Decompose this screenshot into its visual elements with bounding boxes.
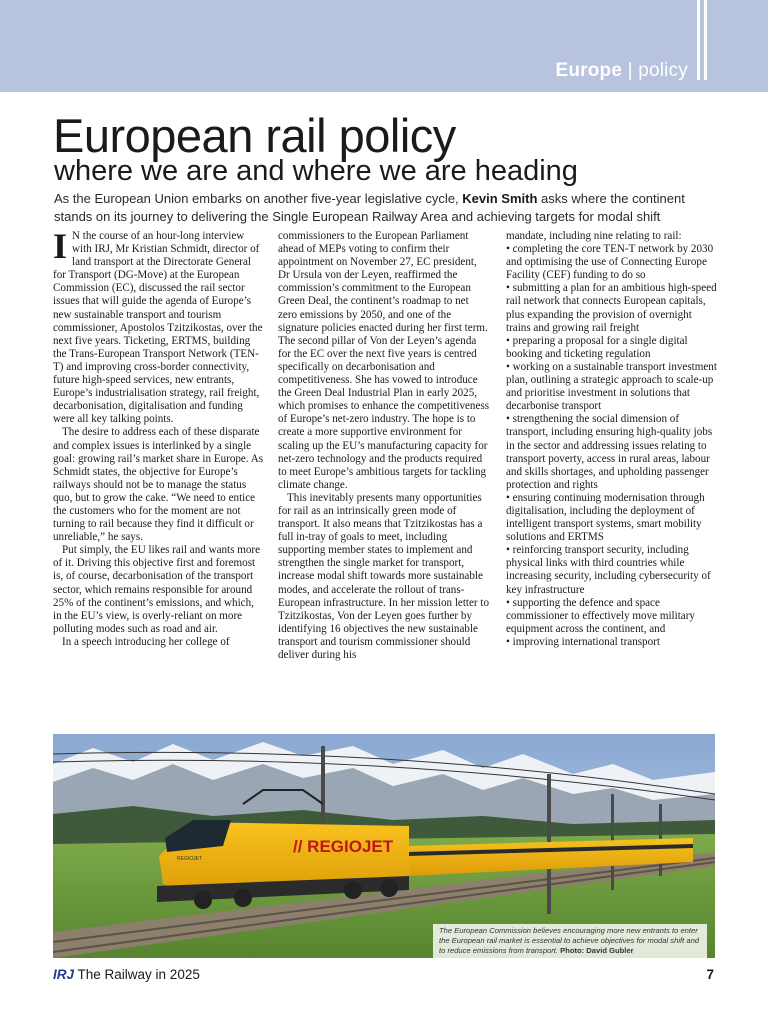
photo-credit: Photo: David Gubler bbox=[560, 946, 634, 955]
standfirst-text: asks where the continent stands on its journey to delivering the Single European Railway Area and achieving targets for modal shift bbox=[54, 191, 685, 224]
author-name: Kevin Smith bbox=[462, 191, 538, 206]
list-item: • reinforcing transport security, including physical links with third countries while increasing security, including cybersecurity of key infrastructure bbox=[506, 544, 711, 596]
header-divider-bar bbox=[704, 0, 707, 80]
list-item: • submitting a plan for an ambitious high-speed rail network that connects European capitals, plus expanding the provision of overnight trains and growing rail freight bbox=[506, 282, 717, 334]
body-paragraph: The desire to address each of these disparate and complex issues is interlinked by a single goal: growing rail’s market share in Europe. As Schmidt states, the objective for Europe’s railways should not be to manage the status quo, but to grow the cake. “We need to entice the customers who for the moment are not turning to rail because they find it difficult or unreliable,” he says. bbox=[53, 426, 264, 544]
body-paragraph: In a speech introducing her college of bbox=[62, 635, 230, 648]
section-tag-primary: Europe bbox=[555, 60, 623, 81]
list-item: • supporting the defence and space commissioner to effectively move military equipment across the continent, and bbox=[506, 596, 695, 635]
list-item: • ensuring continuing modernisation through digitalisation, including the deployment of intelligent transport systems, smart mobility solutions and ERTMS bbox=[506, 491, 705, 544]
article-column-3 bbox=[506, 230, 718, 649]
caption-text: The European Commission believes encouraging more new entrants to enter the European rail market is essential to achieve objectives for modal shift and to reduce emissions from transport. bbox=[439, 926, 700, 955]
list-item: • working on a sustainable transport investment plan, outlining a strategic approach to scale-up and prioritise investment in solutions that decarbonise transport bbox=[506, 360, 717, 413]
list-item: • completing the core TEN-T network by 2030 and optimising the use of Connecting Europe Facility (CEF) funding to do so bbox=[506, 243, 714, 282]
paragraph-text: N the course of an hour-long interview with IRJ, Mr Kristian Schmidt, director of land transport at the Directorate General for Transport (DG-Move) at the European Commission (EC), discussed the rail sector issues that will guide the agenda of Europe’s new sustainable transport and tourism commissioner, Apostolos Tzitzikostas, over the next five years. Ticketing, ERTMS, building the Trans-European Transport Network (TEN-T) and improving cross-border connectivity, future high-speed services, new entrants, Europe’s industrialisation strategy, rail freight, decarbonisation, digitalisation and funding were all key talking points. bbox=[53, 230, 263, 426]
list-item: • strengthening the social dimension of transport, including ensuring high-quality jobs in the sector and addressing issues relating to transport poverty, access in rural areas, labour and skills shortages, and upholding passenger protection and rights bbox=[506, 413, 713, 491]
section-tag-secondary: policy bbox=[638, 60, 688, 81]
publication-title: The Railway in 2025 bbox=[74, 967, 200, 982]
drop-cap: I bbox=[53, 226, 68, 266]
page-number: 7 bbox=[706, 967, 714, 982]
list-item: • improving international transport bbox=[506, 635, 660, 648]
article-title: European rail policy bbox=[53, 109, 456, 162]
body-paragraph: This inevitably presents many opportunities for rail as an intrinsically green mode of transport. It also means that Tzitzikostas has a full in-tray of goals to meet, including supporting member states to implement and strengthen the single market for transport, increase modal shift towards more sustainable modes, and accelerate the rollout of trans-European infrastructure. In her mission letter to Tzitzikostas, Von der Leyen goes further by identifying 16 objectives the new sustainable transport and tourism commissioner should deliver during his bbox=[278, 491, 490, 661]
article-standfirst bbox=[54, 190, 720, 226]
irj-logo: IRJ bbox=[53, 967, 75, 982]
regiojet-logo: // REGIOJET bbox=[293, 837, 394, 856]
article-column-1 bbox=[53, 226, 265, 649]
objectives-list bbox=[506, 243, 718, 649]
loco-side-text: REGIOJET bbox=[177, 856, 203, 862]
article-column-2 bbox=[278, 230, 490, 662]
body-paragraph: mandate, including nine relating to rail: bbox=[506, 230, 682, 242]
section-tag-separator: | bbox=[622, 60, 639, 81]
article-subtitle: where we are and where we are heading bbox=[54, 155, 578, 187]
standfirst-text: As the European Union embarks on another five-year legislative cycle, bbox=[54, 191, 463, 206]
body-paragraph bbox=[53, 226, 265, 426]
body-paragraph: commissioners to the European Parliament ahead of MEPs voting to confirm their appointment on November 27, EC president, Dr Ursula von der Leyen, reaffirmed the commission’s commitment to the European Green Deal, the continent’s roadmap to net zero emissions by 2050, and one of the signature policies enacted during her first term. The second pillar of Von der Leyen’s agenda for the EC over the next five years is centred specifically on decarbonisation and competitiveness. She has vowed to introduce the Green Deal Industrial Plan in early 2025, which promises to enhance the competitiveness of Europe’s net-zero industry. The hope is to create a more supportive environment for scaling up the EU’s manufacturing capacity for net-zero technology and the products required to meet Europe’s ambitious targets for tackling climate change. bbox=[278, 230, 490, 491]
photo-caption bbox=[433, 924, 707, 958]
footer-publication bbox=[53, 967, 200, 982]
header-divider-bar bbox=[697, 0, 700, 80]
section-tag bbox=[555, 60, 688, 82]
train-photo bbox=[53, 734, 715, 958]
list-item: • preparing a proposal for a single digital booking and ticketing regulation bbox=[506, 334, 688, 360]
body-paragraph: Put simply, the EU likes rail and wants more of it. Driving this objective first and foremost is, of course, decarbonisation of the transport sector, which remains responsible for around 25% of the continent’s emissions, and which, in the EU’s view, is overly-reliant on more polluting modes such as road and air. bbox=[53, 544, 261, 635]
